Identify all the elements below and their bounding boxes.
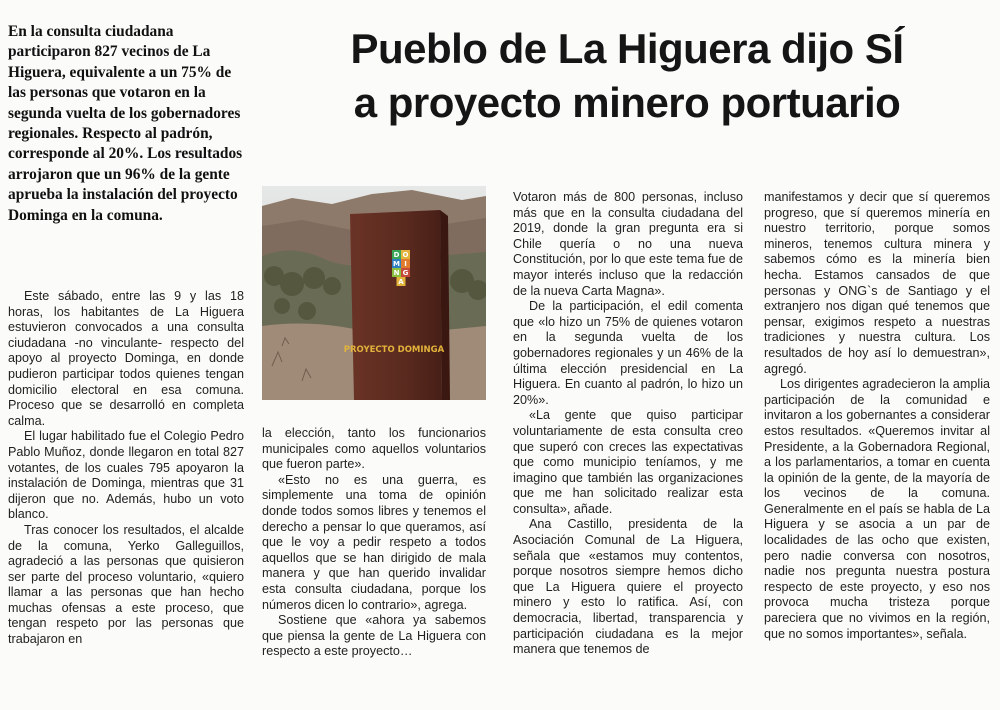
dominga-sign-photo — [262, 186, 486, 400]
body-column-1 — [8, 289, 244, 648]
lead-paragraph: En la consulta ciudadana participaron 827 vecinos de La Higuera, equivalente a un 75% de las personas que votaron en la segunda vuelta de los gobernadores regionales. Respecto al padrón, corresponde al 20%. Los resultados arrojaron que un 96% de la gente aprueba la instalación del proyecto Dominga en la comuna. — [8, 23, 243, 224]
paragraph: De la participación, el edil comenta que «lo hizo un 75% de quienes votaron en la segunda vuelta de los gobernadores regionales y un 46% de la última elección presidencial en La Higuera. En cuanto al padrón, lo hizo un 20%». — [513, 299, 743, 407]
paragraph: Ana Castillo, presidenta de la Asociación Comunal de La Higuera, señala que «estamos muy contentos, porque nosotros siempre hemos dicho que La Higuera quiere el proyecto minero y esto lo ratifica. Así, con democracia, libertad, transparencia y participación ciudadana es la mejor manera que tenemos de — [513, 517, 743, 657]
paragraph: El lugar habilitado fue el Colegio Pedro Pablo Muñoz, donde llegaron en total 827 votantes, de los cuales 795 apoyaron la instalación de Dominga, mientras que 31 dijeron que no. Además, hubo un voto blanco. — [8, 429, 244, 522]
paragraph: Sostiene que «ahora ya sabemos que piensa la gente de La Higuera con respecto a este proyecto… — [262, 613, 486, 659]
sign-board — [350, 210, 442, 400]
sign-text: PROYECTO DOMINGA — [343, 345, 445, 355]
paragraph: Los dirigentes agradecieron la amplia participación de la comunidad e invitaron a los gobernantes a considerar estos resultados. «Queremos invitar al Presidente, a la Gobernadora Regional, a los parlamentarios, a tomar en cuenta la opinión de la gente, de la mayoría de los vecinos de la comuna. Generalmente en el país se habla de La Higuera y se asocia a un par de localidades de las ocho que existen, pero nadie conversa con nosotros, nadie nos pregunta nuestra postura respecto de este proyecto, y eso nos provoca mucha tristeza porque pareciera que no vivimos en la región, que no somos importantes», señala. — [764, 377, 990, 641]
paragraph: Tras conocer los resultados, el alcalde de la comuna, Yerko Galleguillos, agradeció a las personas que quisieron ser parte del proceso voluntario, «quiero llamar a las personas que han hecho muchas ofensas a este proceso, que tengan respeto por las personas que trabajaron en — [8, 522, 244, 647]
headline-line-2: a proyecto minero portuario — [353, 79, 901, 126]
headline — [262, 22, 992, 130]
paragraph: manifestamos y decir que sí queremos progreso, que sí queremos minería en nuestro territorio, porque somos mineros, tenemos cultura minera y sabemos cómo es la minería bien hecha. Estamos cansados de que personas y ONG`s de Santiago y el extranjero nos digan qué tenemos que pensar, exigimos respeto a nuestras tradiciones y nuestra cultura. Los resultados de hoy así lo demuestran», agregó. — [764, 190, 990, 376]
paragraph: Votaron más de 800 personas, incluso más que en la consulta ciudadana del 2019, donde la gran pregunta era si Chile quería o no una nueva Constitución, por lo que este tema fue de mayor interés incluso que la redacción de la nueva Carta Magna». — [513, 190, 743, 298]
body-column-2 — [262, 426, 486, 660]
paragraph: Este sábado, entre las 9 y las 18 horas, los habitantes de La Higuera estuvieron convocados a una consulta ciudadana -no vinculante- respecto del apoyo al proyecto Dominga, en donde pudieron participar todos quienes tengan domicilio electoral en esa comuna. Proceso que se desarrolló en completa calma. — [8, 289, 244, 428]
paragraph: «Esto no es una guerra, es simplemente una toma de opinión donde todos somos libres y tenemos el derecho a pensar lo que queramos, así que le voy a pedir respeto a todos aquellos que se han dirigido de mala manera y que han querido invalidar esta consulta ciudadana, porque los números dicen lo contrario», agrega. — [262, 472, 486, 612]
paragraph: «La gente que quiso participar voluntariamente de esta consulta creo que superó con creces las expectativas que como municipio teníamos, y me imagino que también las organizaciones que me han solicitado realizar esta consulta», añade. — [513, 408, 743, 516]
svg-text:I: I — [404, 260, 407, 268]
svg-text:M: M — [393, 260, 400, 268]
svg-text:N: N — [393, 269, 400, 277]
paragraph: la elección, tanto los funcionarios municipales como aquellos voluntarios que fueron parte». — [262, 426, 486, 472]
svg-text:O: O — [402, 251, 409, 259]
body-column-4 — [764, 190, 990, 642]
svg-text:A: A — [398, 278, 404, 286]
svg-text:G: G — [402, 269, 409, 277]
headline-line-1: Pueblo de La Higuera dijo SÍ — [350, 25, 904, 72]
article-photo — [262, 186, 486, 400]
svg-text:D: D — [393, 251, 400, 259]
body-column-3 — [513, 190, 743, 658]
